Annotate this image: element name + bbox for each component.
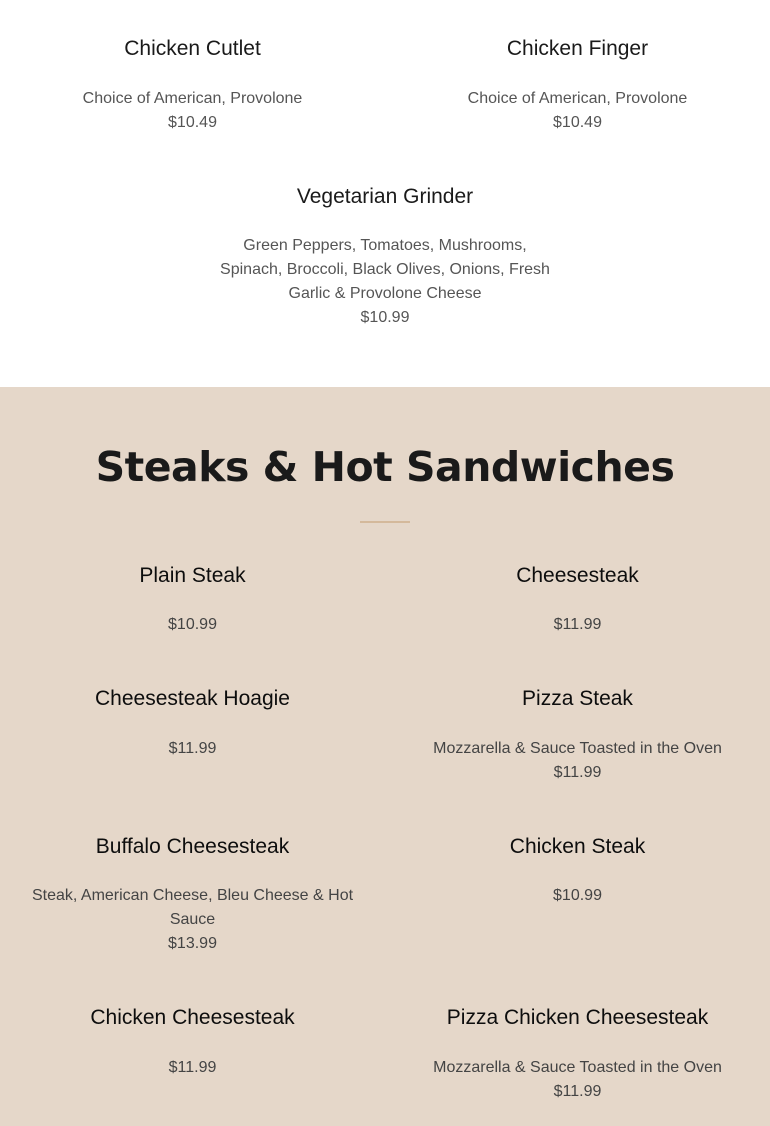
menu-item xyxy=(385,999,770,1119)
menu-item-price: $11.99 xyxy=(168,1059,217,1076)
menu-item-description: Mozzarella & Sauce Toasted in the Oven xyxy=(433,740,722,757)
menu-item-price: $11.99 xyxy=(553,764,602,781)
menu-item xyxy=(0,999,385,1119)
menu-item xyxy=(0,150,770,340)
menu-item xyxy=(0,680,385,800)
menu-item-price: $11.99 xyxy=(553,616,602,633)
menu-item-name: Buffalo Cheesesteak xyxy=(95,835,290,858)
menu-item-price: $11.99 xyxy=(553,1083,602,1100)
menu-item xyxy=(385,0,770,140)
menu-item-name: Chicken Finger xyxy=(506,37,649,60)
menu-item-name: Cheesesteak xyxy=(516,564,639,587)
menu-item xyxy=(385,557,770,657)
menu-section-steaks xyxy=(0,387,770,1126)
menu-item-name: Chicken Cutlet xyxy=(124,37,261,60)
menu-item-name: Vegetarian Grinder xyxy=(296,185,474,208)
menu-item-price: $10.49 xyxy=(168,114,217,131)
menu-item-name: Chicken Cheesesteak xyxy=(90,1006,295,1029)
menu-item-price: $11.99 xyxy=(168,740,217,757)
menu-item-name: Chicken Steak xyxy=(509,835,646,858)
section-title: Steaks & Hot Sandwiches xyxy=(95,443,675,491)
menu-item-price: $10.99 xyxy=(168,616,217,633)
menu-item xyxy=(0,557,385,657)
menu-item-price: $10.49 xyxy=(553,114,602,131)
menu-item xyxy=(385,680,770,800)
menu-item-description-line: Steak, American Cheese, Bleu Cheese & Hot xyxy=(31,887,354,904)
menu-item-name: Pizza Chicken Cheesesteak xyxy=(446,1006,709,1029)
menu-item-price: $10.99 xyxy=(360,309,410,326)
menu-item-description-line: Green Peppers, Tomatoes, Mushrooms, xyxy=(243,237,527,254)
menu-item-description: Mozzarella & Sauce Toasted in the Oven xyxy=(433,1059,722,1076)
menu-item-price: $10.99 xyxy=(553,887,602,904)
menu-item-name: Pizza Steak xyxy=(522,687,633,710)
menu-item xyxy=(0,0,385,140)
menu-item-price: $13.99 xyxy=(168,935,217,952)
menu-item xyxy=(385,828,770,968)
menu-item-description-line: Sauce xyxy=(169,911,216,928)
menu-section-previous xyxy=(0,0,770,387)
menu-item-description: Choice of American, Provolone xyxy=(82,90,303,107)
menu-item-name: Plain Steak xyxy=(139,564,246,587)
menu-item-description-line: Spinach, Broccoli, Black Olives, Onions, Fresh xyxy=(220,261,550,278)
menu-item-name: Cheesesteak Hoagie xyxy=(95,687,290,710)
menu-item-description-line: Garlic & Provolone Cheese xyxy=(288,285,482,302)
menu-item-description: Choice of American, Provolone xyxy=(467,90,688,107)
section-divider xyxy=(360,521,410,523)
menu-item xyxy=(20,828,365,968)
